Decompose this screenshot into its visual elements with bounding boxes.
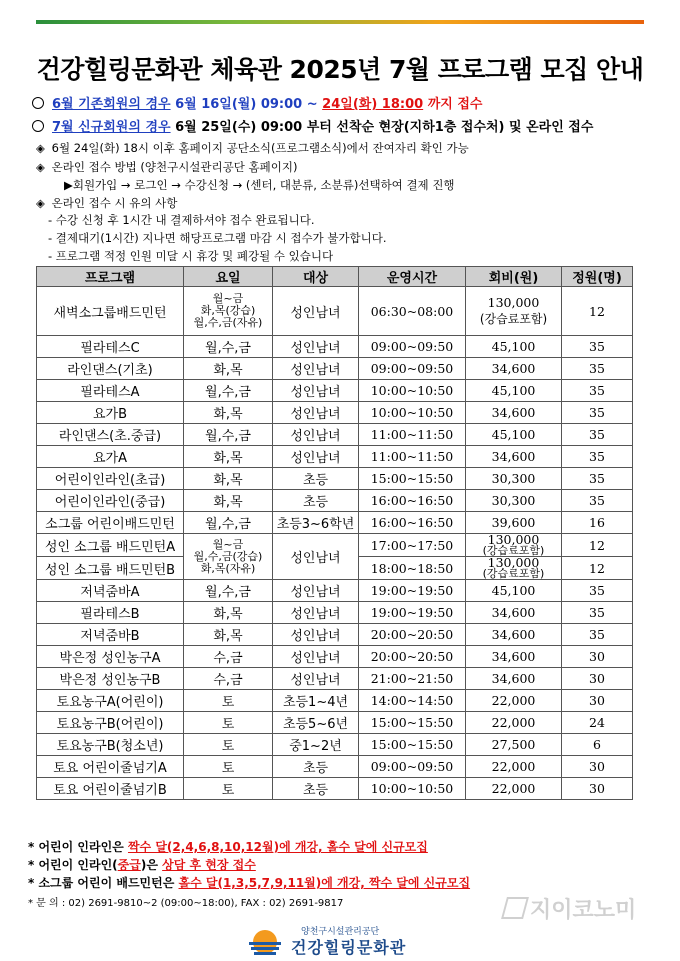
program-target: 성인남녀 bbox=[273, 534, 359, 580]
footnote-inline: * 어린이 인라인은 짝수 달(2,4,6,8,10,12월)에 개강, 홀수 달에 신규모집 bbox=[28, 840, 428, 854]
program-name: 박은정 성인농구A bbox=[37, 646, 184, 668]
program-table bbox=[36, 266, 633, 800]
program-time: 14:00~14:50 bbox=[359, 690, 466, 712]
program-time: 16:00~16:50 bbox=[359, 512, 466, 534]
program-target: 성인남녀 bbox=[273, 424, 359, 446]
watermark-logo-icon bbox=[501, 897, 529, 919]
table-row bbox=[37, 380, 633, 402]
program-capacity: 16 bbox=[562, 512, 633, 534]
program-capacity: 12 bbox=[562, 557, 633, 580]
program-days: 화,목 bbox=[184, 468, 273, 490]
col-header: 대상 bbox=[273, 267, 359, 287]
program-target: 성인남녀 bbox=[273, 358, 359, 380]
col-header: 프로그램 bbox=[37, 267, 184, 287]
program-days: 월,수,금 bbox=[184, 336, 273, 358]
program-time: 09:00~09:50 bbox=[359, 756, 466, 778]
info-line: ▶회원가입 → 로그인 → 수강신청 → (센터, 대분류, 소분류)선택하여 결제 진행 bbox=[64, 178, 455, 192]
program-target: 성인남녀 bbox=[273, 287, 359, 336]
program-name: 소그룹 어린이배드민턴 bbox=[37, 512, 184, 534]
table-row bbox=[37, 646, 633, 668]
program-days: 화,목 bbox=[184, 490, 273, 512]
program-fee: 34,600 bbox=[466, 646, 562, 668]
notice-new-members: 7월 신규회원의 경우 6월 25일(수) 09:00 부터 선착순 현장(지하1층 접수처) 및 온라인 접수 bbox=[32, 116, 593, 135]
program-days: 화,목 bbox=[184, 358, 273, 380]
program-fee: 45,100 bbox=[466, 424, 562, 446]
program-days: 월,수,금 bbox=[184, 512, 273, 534]
program-time: 20:00~20:50 bbox=[359, 646, 466, 668]
table-row bbox=[37, 690, 633, 712]
program-fee: 22,000 bbox=[466, 778, 562, 800]
program-target: 초등 bbox=[273, 756, 359, 778]
table-row bbox=[37, 287, 633, 336]
program-time: 19:00~19:50 bbox=[359, 602, 466, 624]
program-time: 18:00~18:50 bbox=[359, 557, 466, 580]
program-fee: 30,300 bbox=[466, 468, 562, 490]
program-target: 성인남녀 bbox=[273, 580, 359, 602]
table-row bbox=[37, 358, 633, 380]
program-time: 15:00~15:50 bbox=[359, 468, 466, 490]
notice-existing-members: 6월 기존회원의 경우 6월 16일(월) 09:00 ~ 24일(화) 18:00 까지 접수 bbox=[32, 93, 482, 112]
program-time: 20:00~20:50 bbox=[359, 624, 466, 646]
program-fee: 45,100 bbox=[466, 336, 562, 358]
col-header: 운영시간 bbox=[359, 267, 466, 287]
program-days: 토 bbox=[184, 712, 273, 734]
program-capacity: 12 bbox=[562, 534, 633, 557]
program-days: 수,금 bbox=[184, 668, 273, 690]
program-time: 21:00~21:50 bbox=[359, 668, 466, 690]
program-days: 토 bbox=[184, 778, 273, 800]
table-row bbox=[37, 580, 633, 602]
program-name: 필라테스C bbox=[37, 336, 184, 358]
table-row bbox=[37, 336, 633, 358]
info-line: - 결제대기(1시간) 지나면 해당프로그램 마감 시 접수가 불가합니다. bbox=[48, 231, 387, 245]
program-days: 화,목 bbox=[184, 402, 273, 424]
program-capacity: 35 bbox=[562, 490, 633, 512]
table-row bbox=[37, 734, 633, 756]
program-fee: 45,100 bbox=[466, 580, 562, 602]
program-days: 화,목 bbox=[184, 602, 273, 624]
program-target: 성인남녀 bbox=[273, 602, 359, 624]
diamond-bullet-icon: ◈ bbox=[36, 196, 45, 210]
program-time: 15:00~15:50 bbox=[359, 734, 466, 756]
program-fee: 27,500 bbox=[466, 734, 562, 756]
program-name: 박은정 성인농구B bbox=[37, 668, 184, 690]
circle-bullet-icon bbox=[32, 97, 44, 109]
program-capacity: 35 bbox=[562, 358, 633, 380]
program-target: 초등 bbox=[273, 778, 359, 800]
program-capacity: 30 bbox=[562, 668, 633, 690]
info-line: - 수강 신청 후 1시간 내 결제하셔야 접수 완료됩니다. bbox=[48, 213, 315, 227]
info-line: ◈ 6월 24일(화) 18시 이후 홈페이지 공단소식(프로그램소식)에서 잔여자리 확인 가능 bbox=[36, 141, 469, 155]
table-row bbox=[37, 468, 633, 490]
table-row bbox=[37, 712, 633, 734]
program-time: 10:00~10:50 bbox=[359, 778, 466, 800]
program-fee: 45,100 bbox=[466, 380, 562, 402]
program-fee: 130,000 (강습료포함) bbox=[466, 287, 562, 336]
footnote-badminton: * 소그룹 어린이 배드민턴은 홀수 달(1,3,5,7,9,11월)에 개강, 짝수 달에 신규모집 bbox=[28, 876, 471, 890]
table-row bbox=[37, 512, 633, 534]
program-name: 토요농구A(어린이) bbox=[37, 690, 184, 712]
footnote-inline-intermediate: * 어린이 인라인(중급)은 상담 후 현장 접수 bbox=[28, 858, 256, 872]
program-name: 성인 소그룹 배드민턴B bbox=[37, 557, 184, 580]
program-capacity: 12 bbox=[562, 287, 633, 336]
diamond-bullet-icon: ◈ bbox=[36, 160, 45, 174]
table-row bbox=[37, 490, 633, 512]
program-name: 필라테스A bbox=[37, 380, 184, 402]
program-capacity: 35 bbox=[562, 424, 633, 446]
program-name: 토요 어린이줄넘기A bbox=[37, 756, 184, 778]
program-days: 월,수,금 bbox=[184, 424, 273, 446]
program-fee: 34,600 bbox=[466, 446, 562, 468]
program-capacity: 30 bbox=[562, 778, 633, 800]
table-row bbox=[37, 624, 633, 646]
program-time: 06:30~08:00 bbox=[359, 287, 466, 336]
program-target: 중1~2년 bbox=[273, 734, 359, 756]
program-name: 요가B bbox=[37, 402, 184, 424]
table-row bbox=[37, 402, 633, 424]
program-days: 토 bbox=[184, 756, 273, 778]
program-time: 17:00~17:50 bbox=[359, 534, 466, 557]
program-capacity: 35 bbox=[562, 624, 633, 646]
program-name: 새벽소그룹배드민턴 bbox=[37, 287, 184, 336]
program-fee: 34,600 bbox=[466, 602, 562, 624]
program-fee: 130,000 (강습료포함) bbox=[466, 557, 562, 580]
program-time: 10:00~10:50 bbox=[359, 380, 466, 402]
program-target: 초등3~6학년 bbox=[273, 512, 359, 534]
info-line: - 프로그램 적정 인원 미달 시 휴강 및 폐강될 수 있습니다 bbox=[48, 249, 334, 263]
program-name: 저녁줌바B bbox=[37, 624, 184, 646]
table-header-row bbox=[37, 267, 633, 287]
program-target: 초등1~4년 bbox=[273, 690, 359, 712]
program-capacity: 35 bbox=[562, 468, 633, 490]
table-row bbox=[37, 602, 633, 624]
program-days: 월,수,금 bbox=[184, 380, 273, 402]
program-fee: 34,600 bbox=[466, 402, 562, 424]
table-row bbox=[37, 778, 633, 800]
program-name: 어린이인라인(중급) bbox=[37, 490, 184, 512]
program-name: 토요 어린이줄넘기B bbox=[37, 778, 184, 800]
program-time: 09:00~09:50 bbox=[359, 358, 466, 380]
program-capacity: 6 bbox=[562, 734, 633, 756]
program-time: 10:00~10:50 bbox=[359, 402, 466, 424]
program-target: 성인남녀 bbox=[273, 336, 359, 358]
top-gradient-bar bbox=[36, 20, 644, 24]
table-row bbox=[37, 756, 633, 778]
program-fee: 22,000 bbox=[466, 712, 562, 734]
watermark: 지이코노미 bbox=[504, 893, 636, 924]
program-days: 화,목 bbox=[184, 446, 273, 468]
page-title: 건강힐링문화관 체육관 2025년 7월 프로그램 모집 안내 bbox=[36, 55, 644, 84]
program-time: 09:00~09:50 bbox=[359, 336, 466, 358]
program-time: 15:00~15:50 bbox=[359, 712, 466, 734]
program-name: 저녁줌바A bbox=[37, 580, 184, 602]
col-header: 회비(원) bbox=[466, 267, 562, 287]
program-fee: 34,600 bbox=[466, 358, 562, 380]
program-fee: 34,600 bbox=[466, 668, 562, 690]
col-header: 요일 bbox=[184, 267, 273, 287]
info-line: ◈ 온라인 접수 방법 (양천구시설관리공단 홈페이지) bbox=[36, 160, 298, 174]
program-name: 성인 소그룹 배드민턴A bbox=[37, 534, 184, 557]
info-line: ◈ 온라인 접수 시 유의 사항 bbox=[36, 196, 178, 210]
program-name: 요가A bbox=[37, 446, 184, 468]
program-capacity: 35 bbox=[562, 380, 633, 402]
program-fee: 39,600 bbox=[466, 512, 562, 534]
program-capacity: 30 bbox=[562, 690, 633, 712]
program-capacity: 35 bbox=[562, 446, 633, 468]
program-target: 초등 bbox=[273, 468, 359, 490]
program-time: 11:00~11:50 bbox=[359, 424, 466, 446]
program-days: 월~금 화,목(강습) 월,수,금(자유) bbox=[184, 287, 273, 336]
table-row bbox=[37, 424, 633, 446]
program-fee: 30,300 bbox=[466, 490, 562, 512]
program-time: 19:00~19:50 bbox=[359, 580, 466, 602]
program-name: 토요농구B(어린이) bbox=[37, 712, 184, 734]
program-name: 라인댄스(초.중급) bbox=[37, 424, 184, 446]
program-capacity: 35 bbox=[562, 336, 633, 358]
organization-logo: 양천구시설관리공단 건강힐링문화관 bbox=[245, 924, 445, 956]
program-name: 라인댄스(기초) bbox=[37, 358, 184, 380]
col-header: 정원(명) bbox=[562, 267, 633, 287]
program-fee: 22,000 bbox=[466, 690, 562, 712]
program-target: 초등 bbox=[273, 490, 359, 512]
program-days: 토 bbox=[184, 734, 273, 756]
table-row bbox=[37, 534, 633, 557]
program-target: 성인남녀 bbox=[273, 668, 359, 690]
program-target: 성인남녀 bbox=[273, 402, 359, 424]
program-name: 필라테스B bbox=[37, 602, 184, 624]
program-days: 월,수,금 bbox=[184, 580, 273, 602]
circle-bullet-icon bbox=[32, 120, 44, 132]
program-days: 화,목 bbox=[184, 624, 273, 646]
sunrise-logo-icon bbox=[245, 926, 285, 956]
diamond-bullet-icon: ◈ bbox=[36, 141, 45, 155]
program-capacity: 30 bbox=[562, 646, 633, 668]
program-capacity: 35 bbox=[562, 402, 633, 424]
footnote-contact: * 문 의 : 02) 2691-9810~2 (09:00~18:00), FAX : 02) 2691-9817 bbox=[28, 898, 344, 909]
program-target: 성인남녀 bbox=[273, 624, 359, 646]
program-name: 토요농구B(청소년) bbox=[37, 734, 184, 756]
program-capacity: 24 bbox=[562, 712, 633, 734]
program-time: 11:00~11:50 bbox=[359, 446, 466, 468]
program-target: 성인남녀 bbox=[273, 646, 359, 668]
program-target: 초등5~6년 bbox=[273, 712, 359, 734]
program-capacity: 35 bbox=[562, 602, 633, 624]
program-days: 수,금 bbox=[184, 646, 273, 668]
table-row bbox=[37, 668, 633, 690]
program-target: 성인남녀 bbox=[273, 446, 359, 468]
program-capacity: 35 bbox=[562, 580, 633, 602]
program-time: 16:00~16:50 bbox=[359, 490, 466, 512]
program-name: 어린이인라인(초급) bbox=[37, 468, 184, 490]
program-days: 월~금 월,수,금(강습) 화,목(자유) bbox=[184, 534, 273, 580]
table-row bbox=[37, 446, 633, 468]
program-fee: 130,000 (강습료포함) bbox=[466, 534, 562, 557]
program-fee: 22,000 bbox=[466, 756, 562, 778]
program-fee: 34,600 bbox=[466, 624, 562, 646]
program-target: 성인남녀 bbox=[273, 380, 359, 402]
program-capacity: 30 bbox=[562, 756, 633, 778]
program-days: 토 bbox=[184, 690, 273, 712]
